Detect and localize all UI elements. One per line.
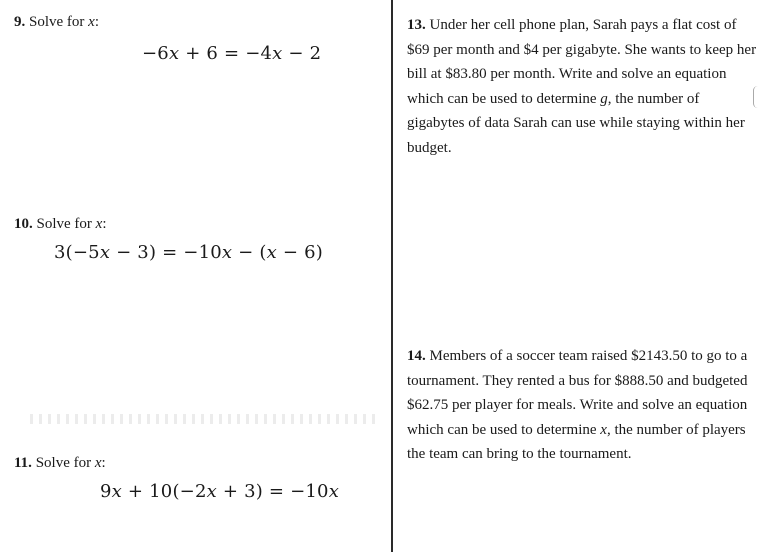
problem-9-number: 9. bbox=[14, 14, 26, 30]
problem-13-text-a: Under her cell phone plan, Sarah pays a flat cost of $69 per month and $4 per gigabyte. She wants to keep her bill at $83.80 per month. Write and solve an equation which can be used to determine bbox=[407, 17, 757, 107]
problem-10-equation: 3(−5x − 3) = −10x − (x − 6) bbox=[54, 242, 323, 263]
problem-9-equation: −6x + 6 = −4x − 2 bbox=[142, 43, 322, 64]
problem-14-variable: x bbox=[600, 421, 607, 438]
problem-13 bbox=[407, 13, 757, 160]
problem-10-number: 10. bbox=[14, 216, 33, 232]
problem-14-text-a: Members of a soccer team raised $2143.50 to go to a tournament. They rented a bus for $888.50 and budgeted $62.75 per player for meals. Write and solve an equation which can be used to determine bbox=[407, 348, 748, 438]
problem-14 bbox=[407, 344, 757, 467]
problem-11-variable: x bbox=[94, 455, 102, 471]
problem-11-number: 11. bbox=[14, 455, 32, 471]
problem-11-equation: 9x + 10(−2x + 3) = −10x bbox=[100, 481, 340, 502]
scan-artifact bbox=[30, 414, 380, 424]
problem-10-prompt: Solve for bbox=[36, 216, 92, 232]
problem-10-header: 10. Solve for x: bbox=[14, 216, 107, 232]
problem-13-number: 13. bbox=[407, 17, 426, 33]
column-divider bbox=[391, 0, 393, 552]
problem-11-prompt: Solve for bbox=[35, 455, 92, 471]
problem-9-variable: x bbox=[88, 14, 95, 30]
problem-14-text-b: , the number of players the team can bring to the tournament. bbox=[407, 421, 746, 462]
problem-14-number: 14. bbox=[407, 348, 426, 364]
problem-10-variable: x bbox=[95, 216, 103, 232]
margin-pencil-mark bbox=[753, 86, 762, 108]
problem-11-header: 11. Solve for x: bbox=[14, 455, 106, 471]
problem-13-variable: g bbox=[600, 90, 608, 107]
problem-9-prompt: Solve for bbox=[29, 14, 85, 30]
problem-9-header: 9. Solve for x: bbox=[14, 14, 100, 30]
problem-13-text-b: , the number of gigabytes of data Sarah can use while staying within her budget. bbox=[407, 90, 745, 156]
